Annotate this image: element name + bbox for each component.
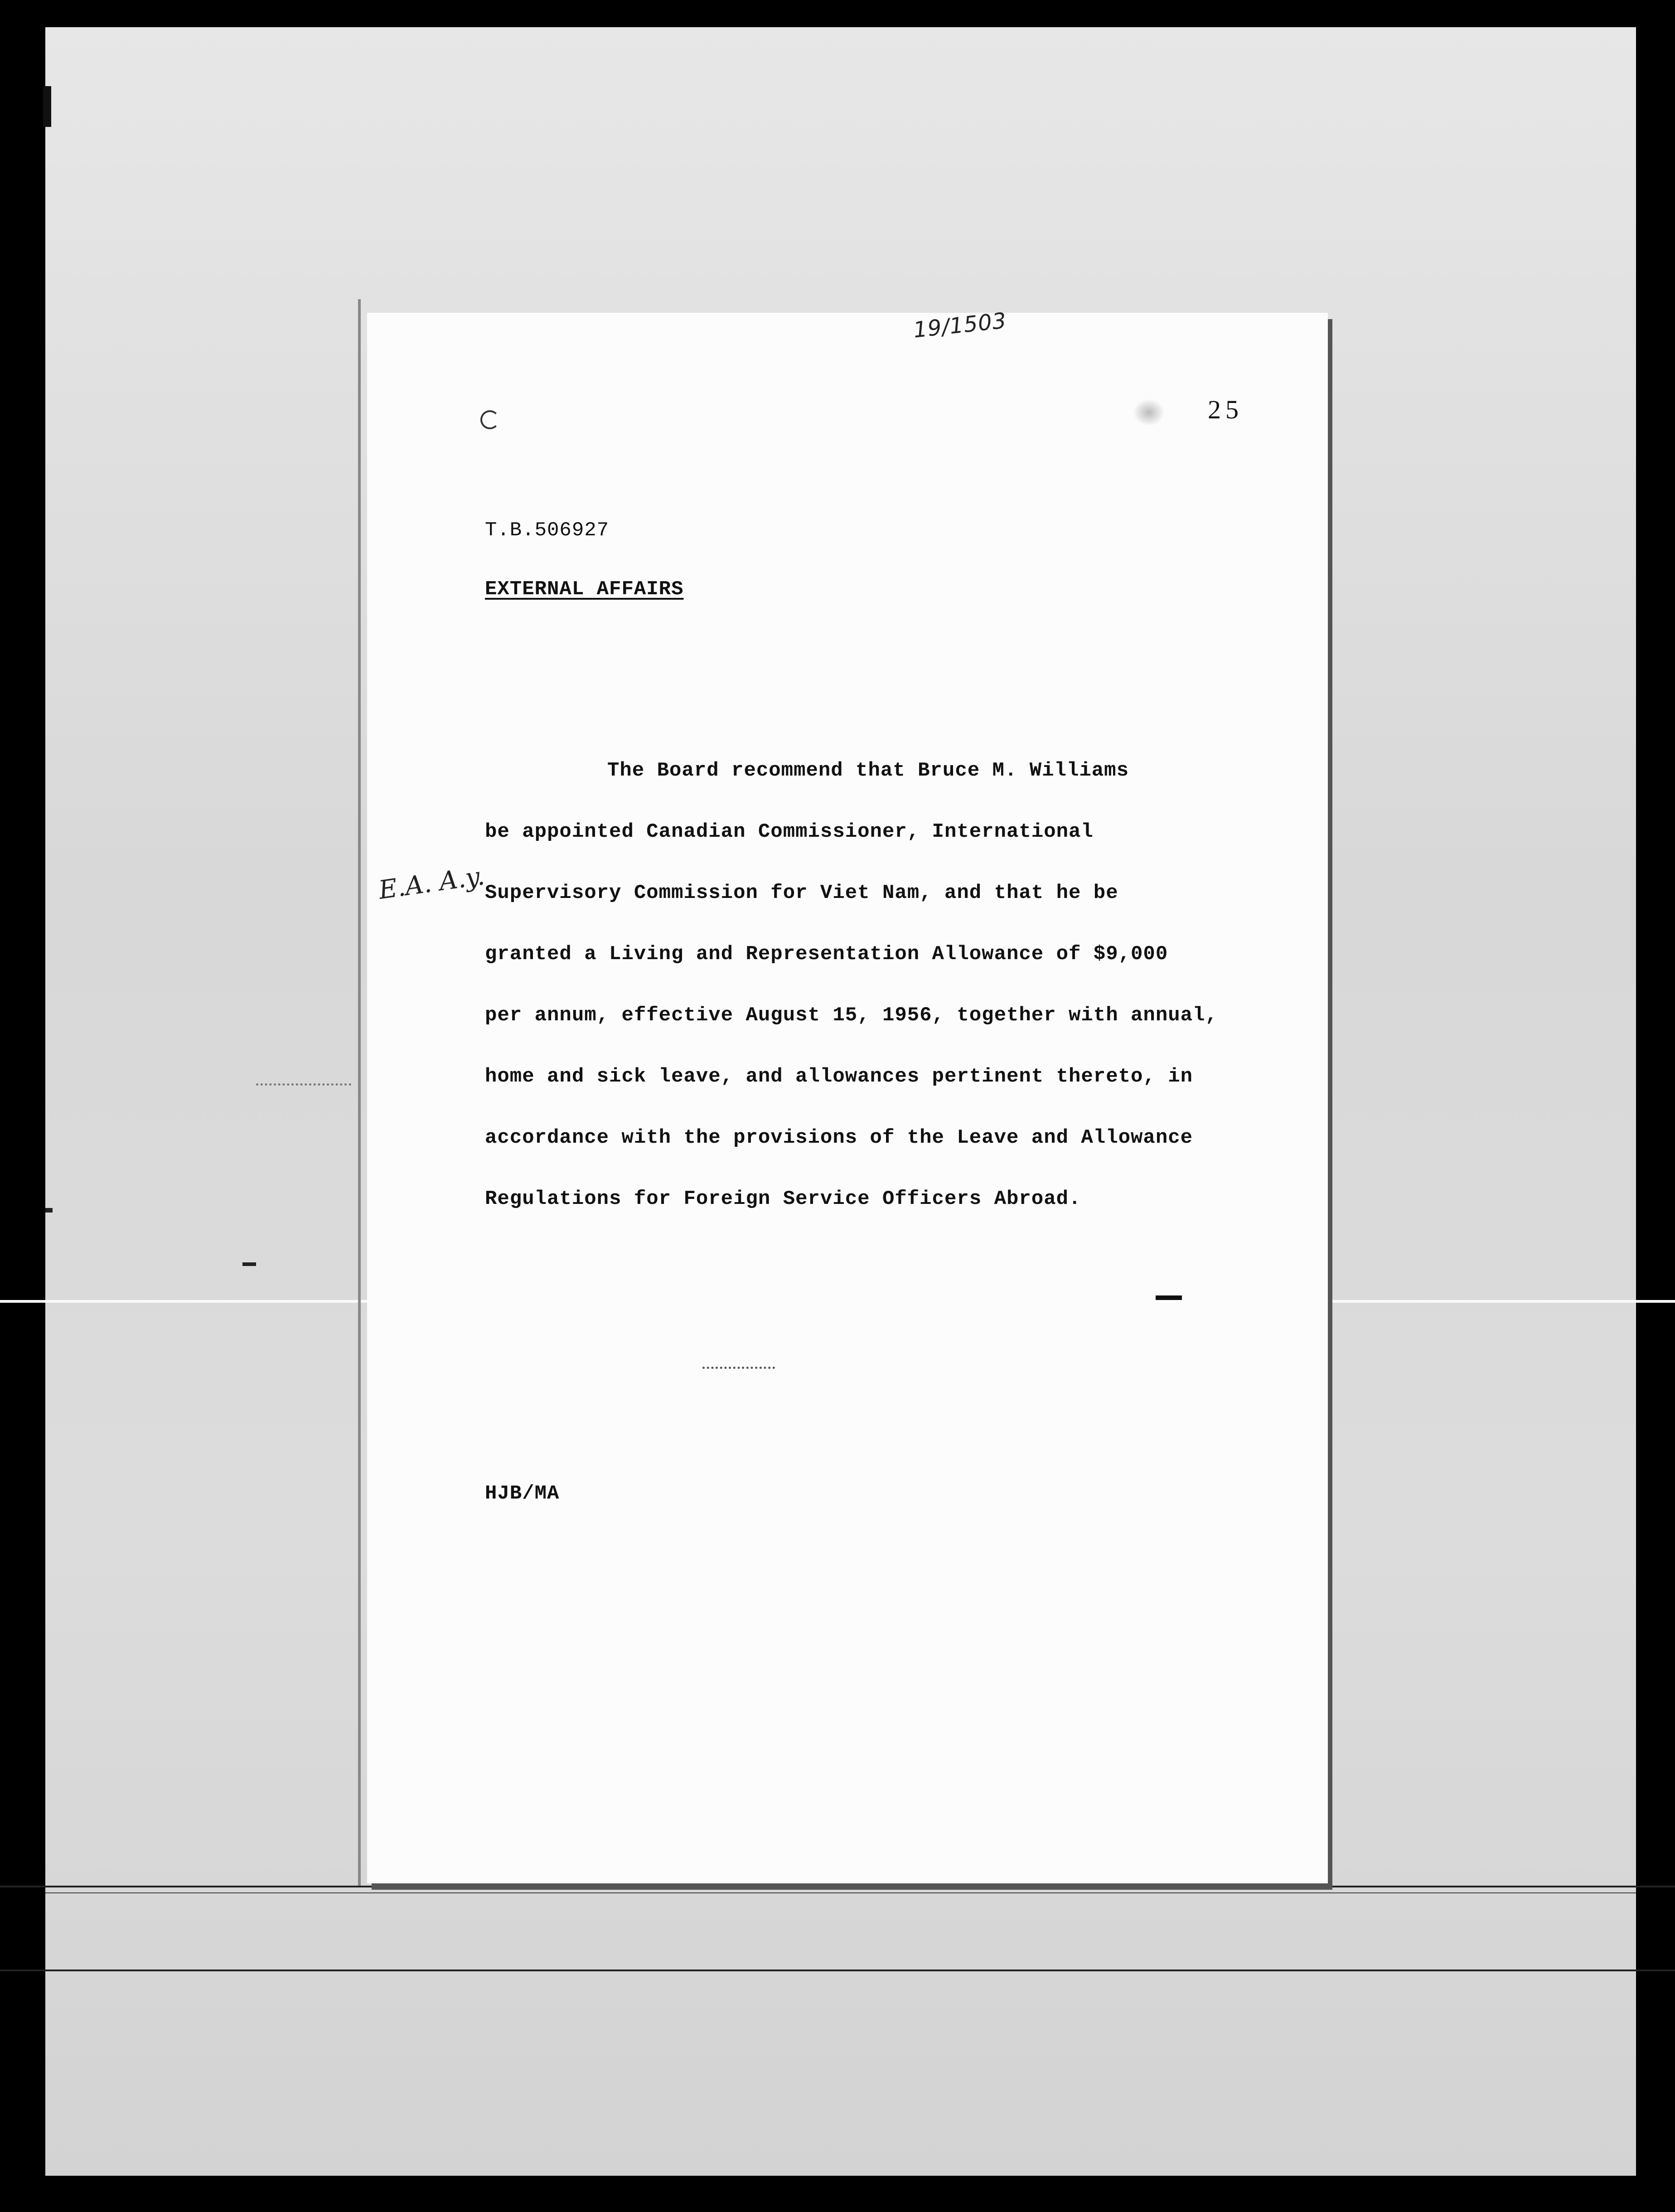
handwritten-margin-note: E.A. A.y. [377, 861, 487, 906]
body-line: Supervisory Commission for Viet Nam, and that he be [485, 882, 1118, 904]
body-line: home and sick leave, and allowances pertinent thereto, in [485, 1065, 1193, 1088]
document-edge [358, 299, 361, 1886]
body-line: per annum, effective August 15, 1956, together with annual, [485, 1004, 1218, 1027]
typed-document [367, 308, 1328, 1883]
body-line: accordance with the provisions of the Leave and Allowance [485, 1126, 1193, 1149]
scan-line [45, 1892, 1636, 1893]
scan-mark [45, 1208, 53, 1213]
body-line: Regulations for Foreign Service Officers Abroad. [485, 1188, 1081, 1210]
reference-number: T.B.506927 [485, 519, 610, 542]
punch-hole-icon [480, 410, 499, 429]
body-line: The Board recommend that Bruce M. Williams [607, 759, 1129, 782]
body-line: granted a Living and Representation Allowance of $9,000 [485, 943, 1168, 965]
file-reference: 19/1503 [912, 308, 1008, 343]
scan-edge-mark [43, 86, 51, 127]
page-number: 25 [1208, 395, 1243, 424]
scan-mark [242, 1262, 256, 1266]
smudge [1133, 399, 1165, 426]
typed-dash [1156, 1295, 1182, 1300]
scan-mark [256, 1083, 351, 1088]
typist-initials: HJB/MA [485, 1482, 560, 1505]
scan-line [0, 1969, 1675, 1971]
body-line: be appointed Canadian Commissioner, International [485, 820, 1094, 843]
separator-dots [702, 1367, 775, 1372]
document-heading: EXTERNAL AFFAIRS [485, 578, 684, 601]
scan-line [0, 1886, 1675, 1887]
